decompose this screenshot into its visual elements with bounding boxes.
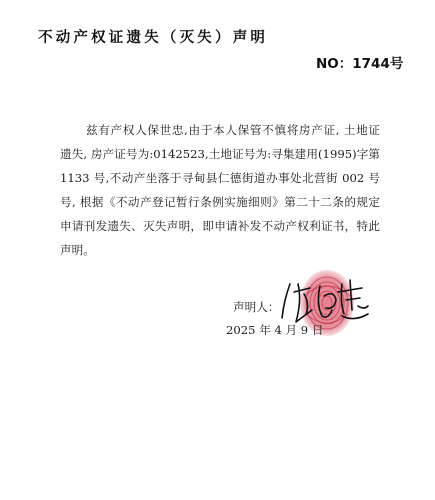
declarant-label: 声明人： xyxy=(233,300,280,314)
document-title: 不动产权证遗失（灭失）声明 xyxy=(38,30,269,46)
body-line-3: 1133 号,不动产坐落于寻甸县仁德街道办事处北营街 002 号 xyxy=(60,171,380,185)
body-line-4: 号, 根据《不动产登记暂行条例实施细则》第二十二条的规定 xyxy=(60,195,380,209)
statement-body xyxy=(60,118,380,262)
body-line-5: 申请刊发遗失、灭失声明，即申请补发不动产权利证书，特此 xyxy=(60,219,380,233)
body-line-2: 遗失, 房产证号为:0142523,土地证号为:寻集建用(1995)字第 xyxy=(60,147,380,161)
statement-date: 2025 年 4 月 9 日 xyxy=(226,323,324,337)
document-number: NO：1744号 xyxy=(316,56,404,72)
body-line-6: 声明。 xyxy=(60,243,95,257)
body-line-1: 兹有产权人保世忠,由于本人保管不慎将房产证, 土地证 xyxy=(86,123,380,137)
